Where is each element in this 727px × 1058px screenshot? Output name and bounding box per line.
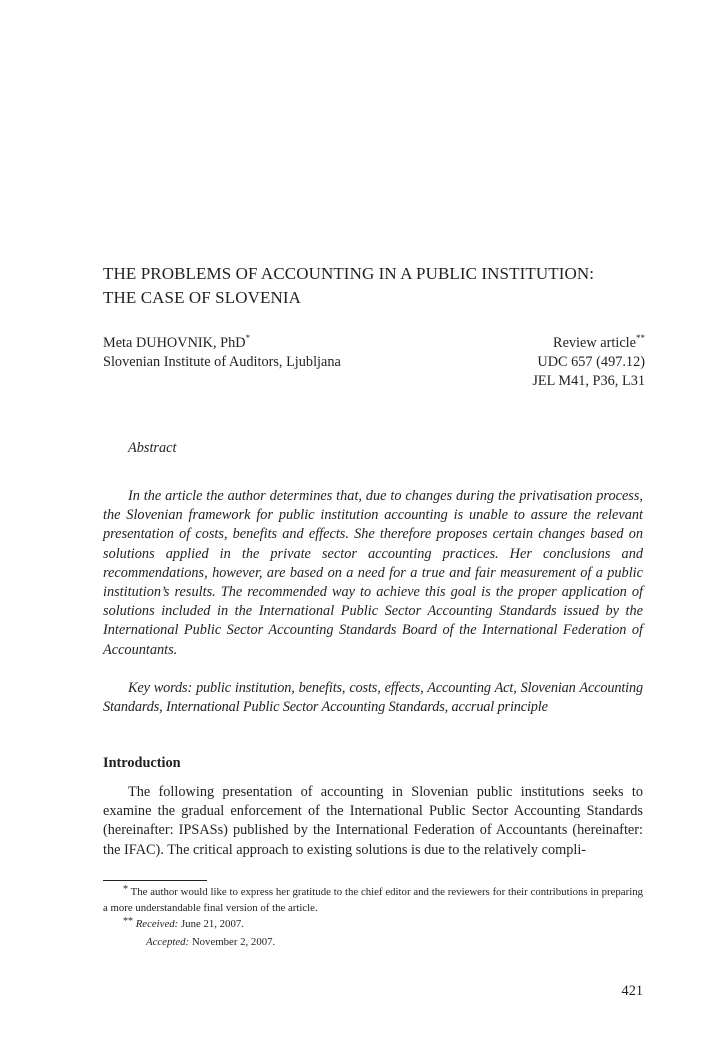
page-number: 421 xyxy=(621,983,643,999)
title-line-2: THE CASE OF SLOVENIA xyxy=(103,288,301,307)
footnote-2-accepted xyxy=(146,935,275,949)
udc-code: UDC 657 (497.12) xyxy=(537,354,645,370)
article-type-line xyxy=(532,334,645,353)
introduction-heading: Introduction xyxy=(103,755,181,771)
footnote-2 xyxy=(123,917,244,931)
author-name-line xyxy=(103,334,341,353)
introduction-text: The following presentation of accounting in Slovenian public institutions seeks to examine the gradual enforcement of the International Public Sector Accounting Standards (hereinafter: IPSASs) published by the International Federation of Accountants (hereinafter: the IFAC). The critical approach to existing solutions is due to the relatively compli- xyxy=(103,784,643,858)
author-footnote-mark: * xyxy=(245,333,251,343)
abstract-text: In the article the author determines that, due to changes during the privatisation process, the Slovenian framework for public institution accounting is unable to assure the relevant presentation of costs, benefits and effects. She therefore proposes certain changes based on solutions applied in the private sector accounting practices. Her conclusions and recommendations, however, are based on a need for a true and fair measurement of a public institution’s results. The recommended way to achieve this goal is the proper application of solutions included in the International Public Sector Accounting Standards issued by the International Public Sector Accounting Standards Board of the International Federation of Accountants. xyxy=(103,488,643,658)
jel-code: JEL M41, P36, L31 xyxy=(532,373,645,389)
title-line-1: THE PROBLEMS OF ACCOUNTING IN A PUBLIC INSTITUTION: xyxy=(103,264,595,283)
article-meta xyxy=(532,334,645,391)
footnote-divider xyxy=(103,880,207,881)
author-block xyxy=(103,334,341,372)
keywords: Key words: public institution, benefits, costs, effects, Accounting Act, Slovenian Accounting Standards, International Public Sector Accounting Standards, accrual principle xyxy=(103,680,643,716)
article-type: Review article xyxy=(553,335,636,351)
footnote-2-mark: ** xyxy=(123,916,133,927)
author-affiliation: Slovenian Institute of Auditors, Ljubljana xyxy=(103,354,341,370)
received-label: Received: xyxy=(135,918,179,930)
article-title xyxy=(103,262,663,310)
author-name: Meta DUHOVNIK, PhD xyxy=(103,335,246,351)
footnote-1-text: The author would like to express her gratitude to the chief editor and the reviewers for their contributions in preparing a more understandable final version of the article. xyxy=(103,886,643,914)
accepted-date: November 2, 2007. xyxy=(191,936,276,948)
footnote-1 xyxy=(103,884,643,916)
accepted-label: Accepted: xyxy=(146,936,190,948)
footnote-1-mark: * xyxy=(123,884,128,895)
article-type-footnote-mark: ** xyxy=(636,333,645,343)
received-date: June 21, 2007. xyxy=(180,918,244,930)
abstract-heading: Abstract xyxy=(128,440,177,456)
